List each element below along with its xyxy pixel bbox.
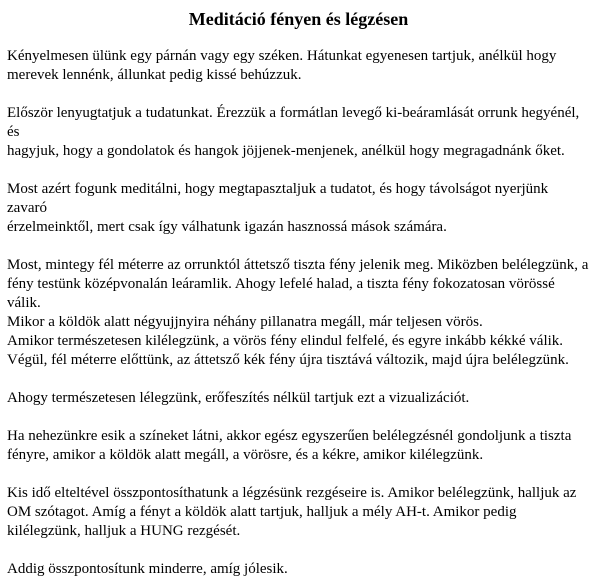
paragraph-sound-vibrations: Kis idő elteltével összpontosíthatunk a légzésünk rezgéseire is. Amikor belélegzünk, halljuk az OM szótagot. Amíg a fényt a köldök alatt tartjuk, halljuk a mély AH-t. Amikor pedig kilélegzünk, halljuk a HUNG rezgését. bbox=[7, 485, 577, 539]
paragraph-motivation: Most azért fogunk meditálni, hogy megtapasztaljuk a tudatot, és hogy távolságot nyerjünk zavaró érzelmeinktől, mert csak így válhatunk igazán hasznossá mások számára. bbox=[7, 181, 549, 235]
paragraph-natural-breathing: Ahogy természetesen lélegzünk, erőfeszítés nélkül tartjuk ezt a vizualizációt. bbox=[7, 390, 470, 406]
paragraph-closing: Addig összpontosítunk minderre, amíg jólesik. bbox=[7, 561, 288, 577]
paragraph-calm-mind: Először lenyugtatjuk a tudatunkat. Érezzük a formátlan levegő ki-beáramlását orrunk hegyénél, és hagyjuk, hogy a gondolatok és hangok jöjjenek-menjenek, anélkül hogy megragadnánk őket. bbox=[7, 105, 580, 159]
paragraph-posture: Kényelmesen ülünk egy párnán vagy egy széken. Hátunkat egyenesen tartjuk, anélkül hogy merevek lennénk, állunkat pedig kissé behúzzuk. bbox=[7, 48, 557, 83]
document-title: Meditáció fényen és légzésen bbox=[188, 9, 409, 29]
paragraph-colors-alternative: Ha nehezünkre esik a színeket látni, akkor egész egyszerűen belélegzésnél gondoljunk a tiszta fényre, amikor a köldök alatt megáll, a vörösre, és a kékre, amikor kilélegzünk. bbox=[7, 428, 572, 463]
paragraph-light-visualization: Most, mintegy fél méterre az orrunktól áttetsző tiszta fény jelenik meg. Miközben belélegzünk, a fény testünk középvonalán leáramlik. Ahogy lefelé halad, a tiszta fény fokozatosan vörössé válik. Mikor a köldök alatt négyujjnyira néhány pillanatra megáll, már teljesen vörös. Amikor természetesen kilélegzünk, a vörös fény elindul felfelé, és egyre inkább kékké válik. Végül, fél méterre előttünk, az áttetsző kék fény újra tisztává változik, majd újra belélegzünk. bbox=[7, 257, 589, 368]
